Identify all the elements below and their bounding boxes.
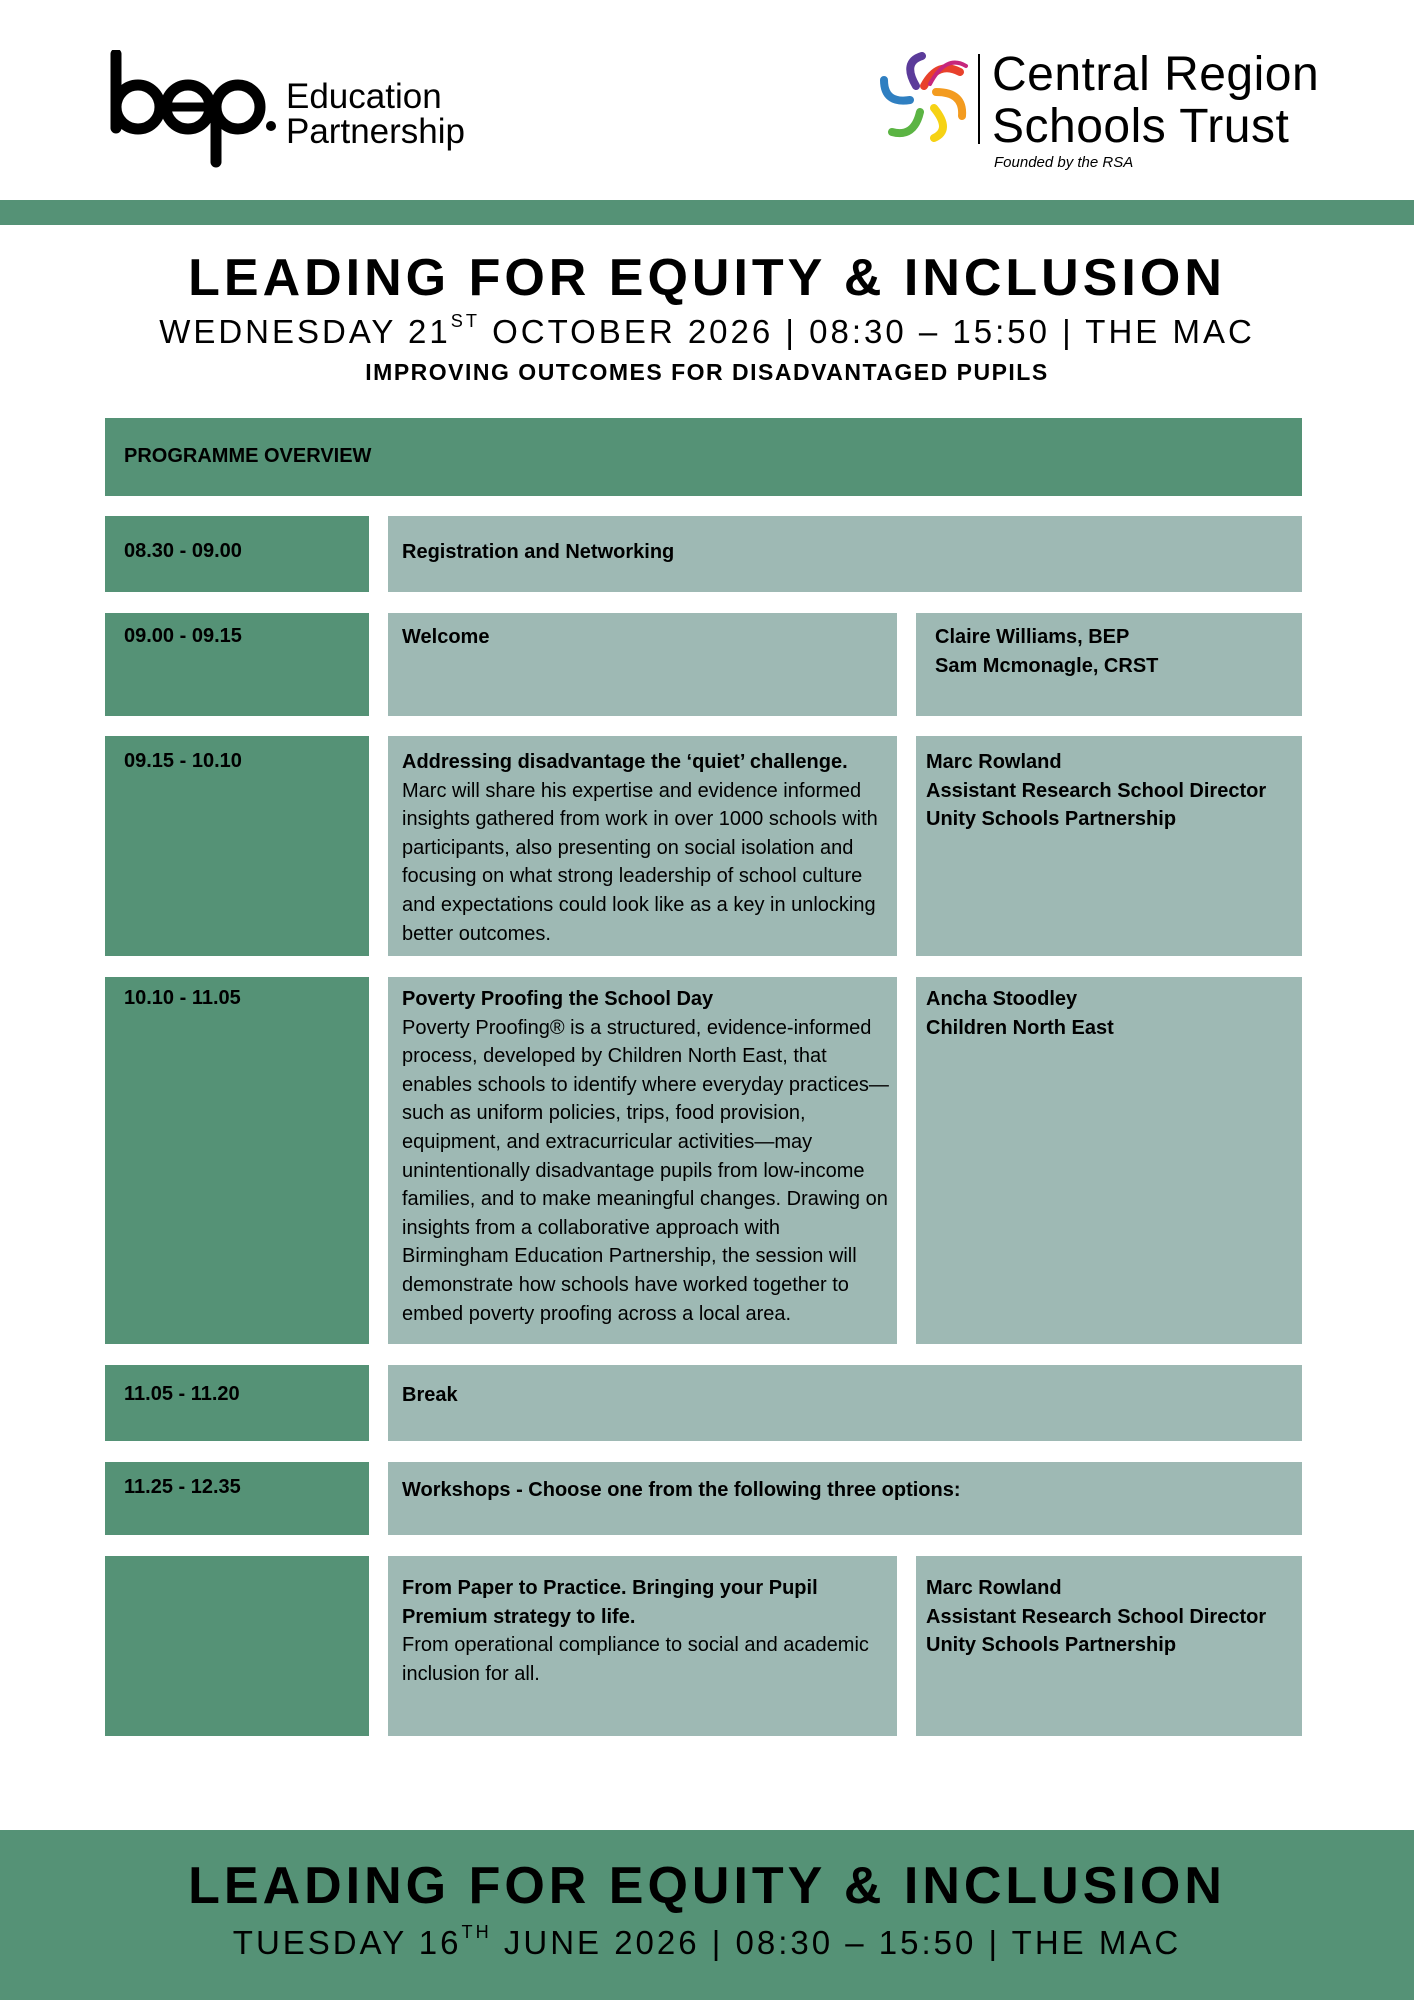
event-date-line — [0, 313, 1414, 351]
time-cell — [105, 1556, 369, 1736]
session-cell — [388, 613, 897, 716]
session-title: Break — [402, 1384, 458, 1406]
speaker-line: Sam Mcmonagle, CRST — [935, 654, 1159, 677]
bep-logo-mark — [108, 50, 278, 170]
footer-date-prefix: TUESDAY 16 — [232, 1924, 462, 1961]
footer-date-rest: JUNE 2026 | 08:30 – 15:50 | THE MAC — [491, 1924, 1182, 1961]
programme-heading: PROGRAMME OVERVIEW — [124, 445, 372, 467]
crst-logo-subline: Founded by the RSA — [994, 154, 1134, 171]
speaker-line: Unity Schools Partnership — [926, 1634, 1177, 1657]
event-tagline: IMPROVING OUTCOMES FOR DISADVANTAGED PUPILS — [365, 359, 1049, 385]
session-description: Poverty Proofing® is a structured, evidence-informed process, developed by Children North East, that enables schools to identify where everyday practices—such as uniform policies, trips, food provision, equipment, and extracurricular activities—may unintentionally disadvantage pupils from low-income families, and to make meaningful changes. Drawing on insights from a collaborative approach with Birmingham Education Partnership, the session will demonstrate how schools have worked together to embed poverty proofing across a local area. — [402, 1016, 889, 1325]
crst-logo-line2: Schools Trust — [992, 100, 1290, 153]
speaker-line: Assistant Research School Director — [926, 779, 1267, 802]
session-title: Addressing disadvantage the ‘quiet’ challenge. — [402, 751, 848, 773]
session-time: 09.15 - 10.10 — [124, 750, 242, 772]
time-cell — [105, 1365, 369, 1441]
time-cell — [105, 736, 369, 956]
event-title: LEADING FOR EQUITY & INCLUSION — [188, 249, 1226, 307]
session-cell — [388, 1556, 897, 1736]
session-description: From operational compliance to social and academic inclusion for all. — [402, 1634, 869, 1685]
crst-logo-line1: Central Region — [992, 48, 1320, 101]
session-title: From Paper to Practice. Bringing your Pupil Premium strategy to life. — [402, 1577, 818, 1628]
speaker-line: Children North East — [926, 1016, 1114, 1039]
session-time: 11.25 - 12.35 — [124, 1476, 241, 1498]
event-date-suffix: ST — [450, 311, 480, 331]
speaker-line: Marc Rowland — [926, 1577, 1062, 1599]
session-title: Welcome — [402, 626, 490, 648]
footer-date-suffix: TH — [461, 1922, 492, 1942]
session-title: Workshops - Choose one from the following three options: — [402, 1479, 961, 1501]
session-cell — [388, 736, 897, 956]
event-date-prefix: WEDNESDAY 21 — [159, 313, 451, 350]
session-description: Marc will share his expertise and evidence informed insights gathered from work in over 1000 schools with participants, also presenting on social isolation and focusing on what strong leadership of school culture and expectations could look like as a key in unlocking better outcomes. — [402, 779, 878, 945]
session-time: 08.30 - 09.00 — [124, 540, 242, 562]
time-cell — [105, 516, 369, 592]
bep-logo — [108, 50, 468, 170]
time-cell — [105, 977, 369, 1344]
speaker-line: Ancha Stoodley — [926, 988, 1078, 1010]
time-cell — [105, 613, 369, 716]
session-cell — [388, 516, 1302, 592]
swirl-icon — [878, 52, 970, 144]
speaker-line: Marc Rowland — [926, 751, 1062, 773]
speaker-line: Unity Schools Partnership — [926, 808, 1177, 831]
session-time: 11.05 - 11.20 — [124, 1383, 240, 1405]
footer-event-date-line — [0, 1924, 1414, 1962]
speaker-line: Assistant Research School Director — [926, 1605, 1267, 1628]
session-cell — [388, 1365, 1302, 1441]
session-title: Registration and Networking — [402, 541, 675, 563]
session-cell — [388, 977, 897, 1344]
speaker-cell — [916, 613, 1302, 716]
session-time: 09.00 - 09.15 — [124, 625, 242, 647]
footer-event-title: LEADING FOR EQUITY & INCLUSION — [188, 1857, 1226, 1915]
programme-heading-bar — [105, 418, 1302, 496]
event-date-rest: OCTOBER 2026 | 08:30 – 15:50 | THE MAC — [479, 313, 1255, 350]
session-cell — [388, 1462, 1302, 1535]
bep-logo-line2: Partnership — [286, 112, 465, 151]
speaker-cell — [916, 977, 1302, 1344]
speaker-cell — [916, 736, 1302, 956]
speaker-line: Claire Williams, BEP — [935, 626, 1130, 648]
bep-logo-line1: Education — [286, 77, 442, 116]
crst-logo — [878, 48, 1320, 178]
logo-divider — [978, 54, 980, 144]
session-title: Poverty Proofing the School Day — [402, 988, 714, 1010]
top-divider-band — [0, 200, 1414, 225]
time-cell — [105, 1462, 369, 1535]
speaker-cell — [916, 1556, 1302, 1736]
session-time: 10.10 - 11.05 — [124, 987, 241, 1009]
